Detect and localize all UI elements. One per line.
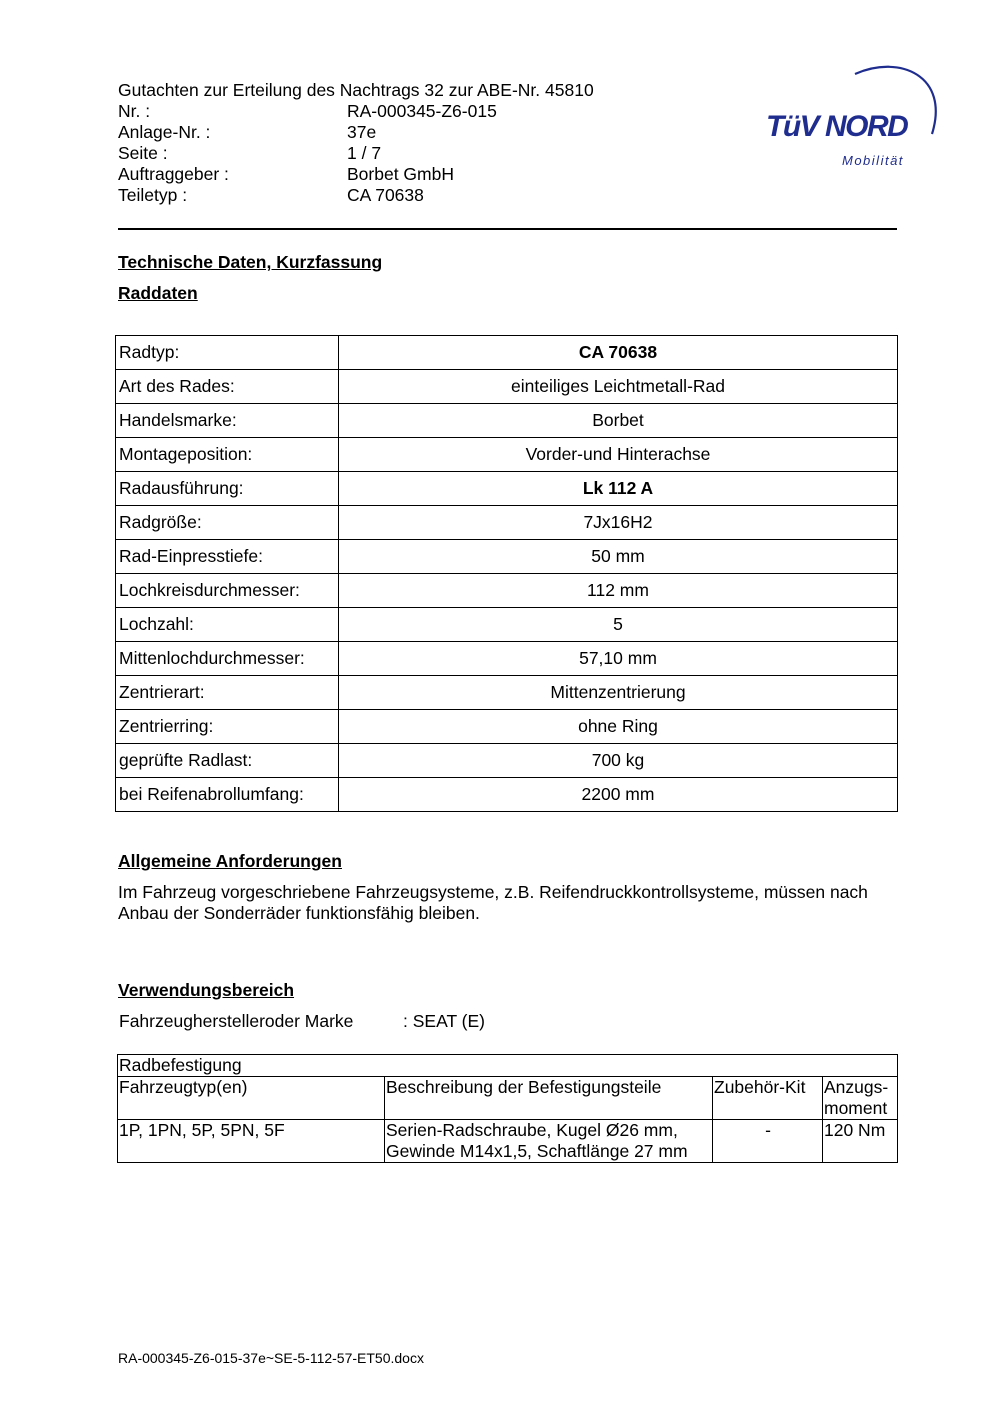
row-label: Zentrierring:	[116, 710, 339, 744]
row-label: Radausführung:	[116, 472, 339, 506]
cell-vehicle-types: 1P, 1PN, 5P, 5PN, 5F	[118, 1120, 385, 1163]
table-row	[116, 744, 898, 778]
row-label: Radtyp:	[116, 336, 339, 370]
row-label: Zentrierart:	[116, 676, 339, 710]
table-title-row	[118, 1055, 898, 1077]
header-row-nr	[118, 101, 738, 122]
logo-subtitle: Mobilität	[842, 153, 904, 168]
row-value: ohne Ring	[339, 710, 898, 744]
table-row	[116, 778, 898, 812]
header-torque-line1: Anzugs-	[824, 1077, 889, 1097]
header-value: RA-000345-Z6-015	[347, 101, 497, 121]
header-accessory-kit: Zubehör-Kit	[713, 1077, 823, 1120]
row-label: Radgröße:	[116, 506, 339, 540]
table-header-row	[118, 1077, 898, 1120]
table-row	[116, 336, 898, 370]
row-value: 700 kg	[339, 744, 898, 778]
header-label: Seite :	[118, 143, 168, 163]
header-value: Borbet GmbH	[347, 164, 454, 184]
header-label: Anlage-Nr. :	[118, 122, 211, 142]
cell-description-line2: Gewinde M14x1,5, Schaftlänge 27 mm	[386, 1141, 688, 1161]
header-label: Nr. :	[118, 101, 151, 121]
row-label: geprüfte Radlast:	[116, 744, 339, 778]
table-row	[116, 438, 898, 472]
row-value: 57,10 mm	[339, 642, 898, 676]
tuv-nord-logo	[760, 56, 945, 176]
cell-description	[385, 1120, 713, 1163]
row-label: bei Reifenabrollumfang:	[116, 778, 339, 812]
row-value: CA 70638	[339, 336, 898, 370]
header-row-teiletyp	[118, 185, 738, 206]
cell-description-line1: Serien-Radschraube, Kugel Ø26 mm,	[386, 1120, 678, 1140]
cell-accessory-kit: -	[713, 1120, 823, 1163]
section-heading-wheel: Raddaten	[118, 283, 198, 303]
table-row	[116, 472, 898, 506]
header-row-anlage	[118, 122, 738, 143]
row-value: 5	[339, 608, 898, 642]
tuv-nord-logo-graphic	[760, 56, 945, 176]
table-row	[116, 676, 898, 710]
header-torque-line2: moment	[824, 1098, 888, 1118]
table-row	[118, 1120, 898, 1163]
table-row	[116, 404, 898, 438]
document-title: Gutachten zur Erteilung des Nachtrags 32 zur ABE-Nr. 45810	[118, 80, 594, 100]
fastening-table	[117, 1054, 898, 1163]
manufacturer-label: Fahrzeugherstelleroder Marke	[119, 1011, 354, 1031]
row-value: 112 mm	[339, 574, 898, 608]
row-value: Borbet	[339, 404, 898, 438]
header-value: 1 / 7	[347, 143, 382, 163]
header-torque	[823, 1077, 898, 1120]
document-header	[118, 80, 738, 206]
table-row	[116, 370, 898, 404]
table-row	[116, 574, 898, 608]
table-row	[116, 608, 898, 642]
header-vehicle-types: Fahrzeugtyp(en)	[118, 1077, 385, 1120]
row-value: Vorder-und Hinterachse	[339, 438, 898, 472]
manufacturer-value: : SEAT (E)	[403, 1011, 486, 1031]
table-row	[116, 710, 898, 744]
row-label: Art des Rades:	[116, 370, 339, 404]
manufacturer-line	[119, 1011, 486, 1032]
table-row	[116, 540, 898, 574]
fastening-title: Radbefestigung	[118, 1055, 898, 1077]
table-row	[116, 506, 898, 540]
row-value: 2200 mm	[339, 778, 898, 812]
row-label: Lochzahl:	[116, 608, 339, 642]
requirements-text: Im Fahrzeug vorgeschriebene Fahrzeugsysteme, z.B. Reifendruckkontrollsysteme, müssen nach Anbau der Sonderräder funktionsfähig bleiben.	[118, 882, 868, 923]
footer-filename: RA-000345-Z6-015-37e~SE-5-112-57-ET50.docx	[118, 1350, 424, 1366]
row-value: Lk 112 A	[339, 472, 898, 506]
table-row	[116, 642, 898, 676]
header-label: Teiletyp :	[118, 185, 188, 205]
header-label: Auftraggeber :	[118, 164, 229, 184]
section-heading-usage: Verwendungsbereich	[118, 980, 295, 1000]
header-description: Beschreibung der Befestigungsteile	[385, 1077, 713, 1120]
row-value: 7Jx16H2	[339, 506, 898, 540]
row-label: Lochkreisdurchmesser:	[116, 574, 339, 608]
header-value: CA 70638	[347, 185, 424, 205]
row-label: Mittenlochdurchmesser:	[116, 642, 339, 676]
row-value: einteiliges Leichtmetall-Rad	[339, 370, 898, 404]
wheel-data-table	[115, 335, 898, 812]
row-label: Handelsmarke:	[116, 404, 339, 438]
header-row-auftraggeber	[118, 164, 738, 185]
header-row-seite	[118, 143, 738, 164]
row-value: Mittenzentrierung	[339, 676, 898, 710]
section-heading-technical: Technische Daten, Kurzfassung	[118, 252, 383, 272]
logo-brand: TüV NORD	[766, 110, 908, 143]
row-label: Rad-Einpresstiefe:	[116, 540, 339, 574]
row-value: 50 mm	[339, 540, 898, 574]
row-label: Montageposition:	[116, 438, 339, 472]
cell-torque: 120 Nm	[823, 1120, 898, 1163]
header-divider	[118, 228, 897, 230]
header-value: 37e	[347, 122, 377, 142]
section-heading-requirements: Allgemeine Anforderungen	[118, 851, 342, 871]
